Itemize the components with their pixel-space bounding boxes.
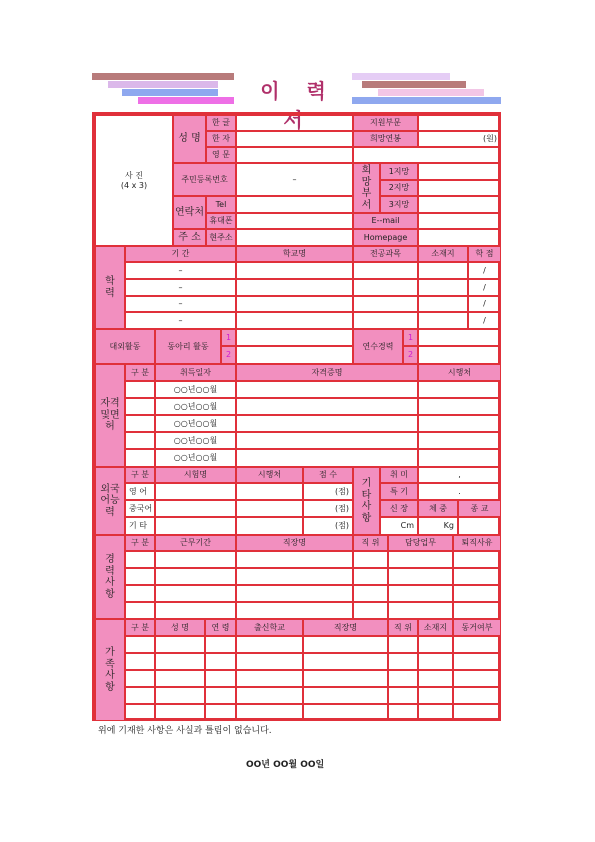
career-cell[interactable] xyxy=(155,602,236,619)
career-col-reason: 퇴직사유 xyxy=(453,535,501,551)
family-col-type: 구 분 xyxy=(125,619,155,636)
hobby-label: 취 미 xyxy=(380,467,418,483)
career-cell[interactable] xyxy=(236,585,353,602)
header-decor-bar xyxy=(352,97,501,104)
tel-label: Tel xyxy=(206,196,236,213)
cert-date-cell[interactable]: ○○년○○월 xyxy=(155,398,236,415)
family-cell[interactable] xyxy=(125,704,155,721)
mobile-field[interactable] xyxy=(236,213,353,229)
address-field[interactable] xyxy=(236,229,353,246)
career-cell[interactable] xyxy=(236,602,353,619)
edu-location-cell[interactable] xyxy=(418,279,468,296)
edu-location-cell[interactable] xyxy=(418,312,468,329)
email-label: E--mail xyxy=(353,213,418,229)
family-col-cohabit: 동거여부 xyxy=(453,619,501,636)
career-cell[interactable] xyxy=(236,551,353,568)
header-decor-bar xyxy=(92,73,234,80)
cert-type-cell[interactable] xyxy=(125,415,155,432)
family-cell[interactable] xyxy=(418,687,453,704)
family-cell[interactable] xyxy=(418,636,453,653)
choice-2-field[interactable] xyxy=(418,180,501,196)
cert-name-cell[interactable] xyxy=(236,415,418,432)
cert-date-cell[interactable]: ○○년○○월 xyxy=(155,381,236,398)
career-col-duty: 담당업무 xyxy=(388,535,453,551)
choice-1-label: 1지망 xyxy=(380,163,418,180)
lang-score-cell[interactable]: (점) xyxy=(303,483,353,500)
certificates-header: 자격및면허 xyxy=(95,364,125,467)
edu-school-cell[interactable] xyxy=(236,262,353,279)
address-current-label: 현주소 xyxy=(206,229,236,246)
cert-issuer-cell[interactable] xyxy=(418,449,501,467)
family-cell[interactable] xyxy=(453,636,501,653)
cert-name-cell[interactable] xyxy=(236,432,418,449)
lang-test-cell[interactable] xyxy=(155,483,236,500)
lang-col-score: 점 수 xyxy=(303,467,353,483)
lang-issuer-cell[interactable] xyxy=(236,483,303,500)
name-header: 성 명 xyxy=(173,115,206,163)
lang-test-cell[interactable] xyxy=(155,517,236,535)
club-num-2: 2 xyxy=(221,346,236,364)
career-cell[interactable] xyxy=(353,551,388,568)
cert-date-cell[interactable]: ○○년○○월 xyxy=(155,415,236,432)
family-cell[interactable] xyxy=(236,670,303,687)
career-cell[interactable] xyxy=(125,568,155,585)
career-col-company: 직장명 xyxy=(236,535,353,551)
edu-location-cell[interactable] xyxy=(418,296,468,312)
career-cell[interactable] xyxy=(236,568,353,585)
family-cell[interactable] xyxy=(303,653,388,670)
family-cell[interactable] xyxy=(388,653,418,670)
edu-major-cell[interactable] xyxy=(353,279,418,296)
family-col-school: 출신학교 xyxy=(236,619,303,636)
career-col-period: 근무기간 xyxy=(155,535,236,551)
contact-header: 연락처 xyxy=(173,196,206,229)
edu-col-school: 학교명 xyxy=(236,246,353,262)
lang-col-issuer: 시행처 xyxy=(236,467,303,483)
religion-label: 종 교 xyxy=(458,500,501,517)
family-cell[interactable] xyxy=(303,704,388,721)
career-cell[interactable] xyxy=(155,585,236,602)
family-header: 가족사항 xyxy=(95,619,125,721)
choice-3-field[interactable] xyxy=(418,196,501,213)
family-cell[interactable] xyxy=(125,653,155,670)
club-num-1: 1 xyxy=(221,329,236,346)
cert-type-cell[interactable] xyxy=(125,432,155,449)
name-english-label: 영 문 xyxy=(206,147,236,163)
career-header: 경력사항 xyxy=(95,535,125,619)
edu-grade-cell[interactable]: / xyxy=(468,279,501,296)
choice-3-label: 3지망 xyxy=(380,196,418,213)
family-cell[interactable] xyxy=(453,653,501,670)
etc-header: 기타사항 xyxy=(353,467,380,535)
lang-col-type: 구 분 xyxy=(125,467,155,483)
club-field-1[interactable] xyxy=(236,329,353,346)
cert-col-name: 자격증명 xyxy=(236,364,418,381)
cert-type-cell[interactable] xyxy=(125,449,155,467)
family-cell[interactable] xyxy=(155,670,205,687)
homepage-field[interactable] xyxy=(418,229,501,246)
career-cell[interactable] xyxy=(125,551,155,568)
name-hanja-label: 한 자 xyxy=(206,131,236,147)
career-col-position: 직 위 xyxy=(353,535,388,551)
cert-issuer-cell[interactable] xyxy=(418,415,501,432)
family-col-position: 직 위 xyxy=(388,619,418,636)
family-cell[interactable] xyxy=(155,704,205,721)
career-cell[interactable] xyxy=(388,568,453,585)
skill-field[interactable]: . xyxy=(418,483,501,500)
lang-type-cell: 기 타 xyxy=(125,517,155,535)
family-col-name: 성 명 xyxy=(155,619,205,636)
photo-size: (4 x 3) xyxy=(120,180,148,190)
header-decor-bar xyxy=(378,89,484,96)
skill-label: 특 기 xyxy=(380,483,418,500)
training-num-2: 2 xyxy=(403,346,418,364)
family-cell[interactable] xyxy=(418,670,453,687)
header-decor-bar xyxy=(122,89,218,96)
family-cell[interactable] xyxy=(155,636,205,653)
edu-period-cell[interactable]: – xyxy=(125,312,236,329)
weight-label: 체 중 xyxy=(418,500,458,517)
career-cell[interactable] xyxy=(388,602,453,619)
edu-grade-cell[interactable]: / xyxy=(468,312,501,329)
lang-score-cell[interactable]: (점) xyxy=(303,517,353,535)
training-num-1: 1 xyxy=(403,329,418,346)
edu-major-cell[interactable] xyxy=(353,296,418,312)
edu-period-cell[interactable]: – xyxy=(125,279,236,296)
family-col-company: 직장명 xyxy=(303,619,388,636)
career-cell[interactable] xyxy=(453,551,501,568)
career-cell[interactable] xyxy=(388,551,453,568)
name-hanja-field[interactable] xyxy=(236,131,353,147)
header-decor-bar xyxy=(138,97,234,104)
family-cell[interactable] xyxy=(125,687,155,704)
career-cell[interactable] xyxy=(453,568,501,585)
lang-score-cell[interactable]: (점) xyxy=(303,500,353,517)
edu-col-location: 소재지 xyxy=(418,246,468,262)
family-cell[interactable] xyxy=(236,687,303,704)
choice-2-label: 2지망 xyxy=(380,180,418,196)
career-cell[interactable] xyxy=(453,602,501,619)
career-cell[interactable] xyxy=(155,551,236,568)
family-col-age: 연 령 xyxy=(205,619,236,636)
family-cell[interactable] xyxy=(303,636,388,653)
family-cell[interactable] xyxy=(236,653,303,670)
family-cell[interactable] xyxy=(236,704,303,721)
header-decor-bar xyxy=(108,81,218,88)
family-cell[interactable] xyxy=(418,653,453,670)
career-cell[interactable] xyxy=(353,602,388,619)
cert-name-cell[interactable] xyxy=(236,381,418,398)
resume-form xyxy=(92,112,501,721)
edu-school-cell[interactable] xyxy=(236,279,353,296)
family-cell[interactable] xyxy=(388,687,418,704)
family-cell[interactable] xyxy=(205,670,236,687)
family-cell[interactable] xyxy=(303,687,388,704)
height-field[interactable]: Cm xyxy=(380,517,418,535)
salary-field[interactable]: (원) xyxy=(418,131,501,147)
family-cell[interactable] xyxy=(205,687,236,704)
address-header: 주 소 xyxy=(173,229,206,246)
dept-choice-header: 희망부서 xyxy=(353,163,380,213)
cert-type-cell[interactable] xyxy=(125,398,155,415)
lang-issuer-cell[interactable] xyxy=(236,500,303,517)
cert-issuer-cell[interactable] xyxy=(418,381,501,398)
family-cell[interactable] xyxy=(303,670,388,687)
cert-issuer-cell[interactable] xyxy=(418,398,501,415)
edu-col-period: 기 간 xyxy=(125,246,236,262)
family-cell[interactable] xyxy=(155,687,205,704)
edu-school-cell[interactable] xyxy=(236,312,353,329)
training-label: 연수경력 xyxy=(353,329,403,364)
edu-location-cell[interactable] xyxy=(418,262,468,279)
religion-field[interactable] xyxy=(458,517,501,535)
edu-major-cell[interactable] xyxy=(353,262,418,279)
cert-col-type: 구 분 xyxy=(125,364,155,381)
cert-col-date: 취득일자 xyxy=(155,364,236,381)
edu-grade-cell[interactable]: / xyxy=(468,296,501,312)
family-cell[interactable] xyxy=(205,653,236,670)
club-field-2[interactable] xyxy=(236,346,353,364)
cert-date-cell[interactable]: ○○년○○월 xyxy=(155,449,236,467)
photo-box[interactable] xyxy=(95,115,173,246)
family-cell[interactable] xyxy=(418,704,453,721)
edu-col-grade: 학 점 xyxy=(468,246,501,262)
family-cell[interactable] xyxy=(155,653,205,670)
family-col-location: 소재지 xyxy=(418,619,453,636)
club-label: 동아리 활동 xyxy=(155,329,221,364)
hobby-field[interactable]: , xyxy=(418,467,501,483)
family-cell[interactable] xyxy=(125,636,155,653)
family-cell[interactable] xyxy=(236,636,303,653)
resident-id-field[interactable]: – xyxy=(236,163,353,196)
career-cell[interactable] xyxy=(353,585,388,602)
family-cell[interactable] xyxy=(205,704,236,721)
cert-name-cell[interactable] xyxy=(236,398,418,415)
training-field-1[interactable] xyxy=(418,329,501,346)
training-field-2[interactable] xyxy=(418,346,501,364)
department-label: 지원부문 xyxy=(353,115,418,131)
family-cell[interactable] xyxy=(388,704,418,721)
lang-type-cell: 중국어 xyxy=(125,500,155,517)
cert-name-cell[interactable] xyxy=(236,449,418,467)
family-cell[interactable] xyxy=(125,670,155,687)
family-cell[interactable] xyxy=(205,636,236,653)
choice-1-field[interactable] xyxy=(418,163,501,180)
family-cell[interactable] xyxy=(453,670,501,687)
cert-type-cell[interactable] xyxy=(125,381,155,398)
education-header: 학력 xyxy=(95,246,125,329)
career-cell[interactable] xyxy=(125,602,155,619)
declaration-note: 위에 기재한 사항은 사실과 틀림이 없습니다. xyxy=(98,726,272,736)
career-cell[interactable] xyxy=(388,585,453,602)
lang-test-cell[interactable] xyxy=(155,500,236,517)
name-korean-field[interactable] xyxy=(236,115,353,131)
weight-field[interactable]: Kg xyxy=(418,517,458,535)
lang-col-test: 시험명 xyxy=(155,467,236,483)
career-cell[interactable] xyxy=(125,585,155,602)
edu-school-cell[interactable] xyxy=(236,296,353,312)
edu-col-major: 전공과목 xyxy=(353,246,418,262)
career-cell[interactable] xyxy=(155,568,236,585)
header-decor-bar xyxy=(352,73,450,80)
mobile-label: 휴대폰 xyxy=(206,213,236,229)
career-cell[interactable] xyxy=(353,568,388,585)
header-decor-bar xyxy=(362,81,466,88)
page-title: 이 력 서 xyxy=(260,79,336,132)
edu-major-cell[interactable] xyxy=(353,312,418,329)
career-col-type: 구 분 xyxy=(125,535,155,551)
signature-date: OO년 OO월 OO일 xyxy=(246,760,325,770)
edu-period-cell[interactable]: – xyxy=(125,262,236,279)
activities-header: 대외활동 xyxy=(95,329,155,364)
homepage-label: Homepage xyxy=(353,229,418,246)
cert-date-cell[interactable]: ○○년○○월 xyxy=(155,432,236,449)
resident-id-label: 주민등록번호 xyxy=(173,163,236,196)
lang-issuer-cell[interactable] xyxy=(236,517,303,535)
career-cell[interactable] xyxy=(453,585,501,602)
edu-grade-cell[interactable]: / xyxy=(468,262,501,279)
height-label: 신 장 xyxy=(380,500,418,517)
family-cell[interactable] xyxy=(388,670,418,687)
email-field[interactable] xyxy=(418,213,501,229)
blank-cell xyxy=(353,147,501,163)
tel-field[interactable] xyxy=(236,196,353,213)
photo-label: 사 진 xyxy=(125,171,143,181)
salary-label: 희망연봉 xyxy=(353,131,418,147)
family-cell[interactable] xyxy=(453,704,501,721)
name-english-field[interactable] xyxy=(236,147,353,163)
cert-col-issuer: 시행처 xyxy=(418,364,501,381)
department-field[interactable] xyxy=(418,115,501,131)
languages-header: 외국어능력 xyxy=(95,467,125,535)
family-cell[interactable] xyxy=(453,687,501,704)
cert-issuer-cell[interactable] xyxy=(418,432,501,449)
lang-type-cell: 영 어 xyxy=(125,483,155,500)
family-cell[interactable] xyxy=(388,636,418,653)
name-korean-label: 한 글 xyxy=(206,115,236,131)
edu-period-cell[interactable]: – xyxy=(125,296,236,312)
